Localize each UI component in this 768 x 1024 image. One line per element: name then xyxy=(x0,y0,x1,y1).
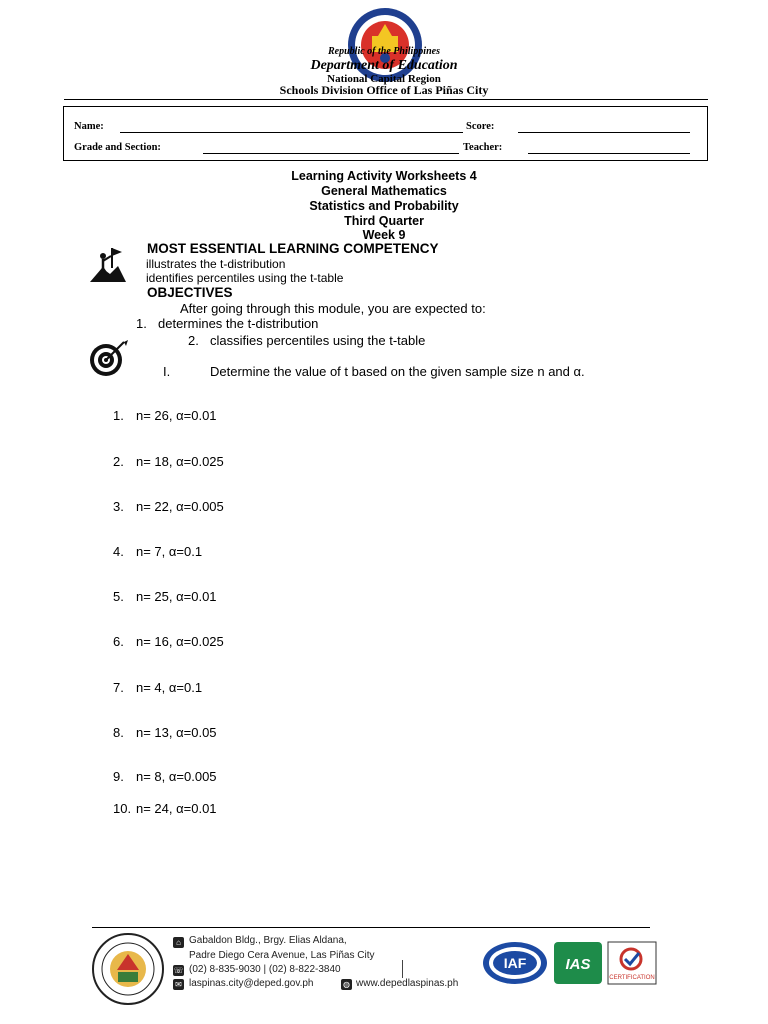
problem-number: 7. xyxy=(113,680,124,695)
cert-badge-text: CERTIFICATION xyxy=(609,975,655,981)
republic-text: Republic of the Philippines xyxy=(328,46,440,57)
website[interactable]: www.depedlaspinas.ph xyxy=(356,978,459,989)
division-text: Schools Division Office of Las Piñas City xyxy=(279,83,489,97)
iaf-badge-text: IAF xyxy=(503,955,527,971)
teacher-label: Teacher: xyxy=(463,142,503,153)
problem-text: n= 22, α=0.005 xyxy=(136,499,224,514)
iaf-badge xyxy=(482,941,548,985)
problem-text: n= 24, α=0.01 xyxy=(136,801,217,816)
objective-item: determines the t-distribution xyxy=(158,316,319,331)
competency-item: identifies percentiles using the t-table xyxy=(146,271,344,285)
ias-badge-text: IAS xyxy=(565,956,591,973)
address-line1: Gabaldon Bldg., Brgy. Elias Aldana, xyxy=(189,935,347,946)
footer-divider xyxy=(92,927,650,928)
name-field[interactable] xyxy=(120,132,463,133)
objective-item: classifies percentiles using the t-table xyxy=(210,333,426,348)
subject-title: General Mathematics xyxy=(321,184,447,198)
problem-text: n= 18, α=0.025 xyxy=(136,454,224,469)
problem-text: n= 13, α=0.05 xyxy=(136,725,217,740)
climber-flag-icon xyxy=(88,244,128,284)
header-divider xyxy=(64,99,708,100)
worksheet-title: Learning Activity Worksheets 4 xyxy=(291,169,477,183)
target-dart-icon xyxy=(88,338,130,378)
grade-section-label: Grade and Section: xyxy=(74,142,161,153)
activity-instruction: Determine the value of t based on the given sample size n and α. xyxy=(210,364,585,379)
phone-icon: ☏ xyxy=(173,966,184,975)
email-address[interactable]: laspinas.city@deped.gov.ph xyxy=(189,978,314,989)
score-field[interactable] xyxy=(518,132,690,133)
department-text: Department of Education xyxy=(310,58,458,73)
objective-num: 2. xyxy=(188,333,199,348)
globe-icon: ◍ xyxy=(341,979,352,990)
problem-text: n= 7, α=0.1 xyxy=(136,544,203,559)
quarter-title: Third Quarter xyxy=(344,214,424,228)
objectives-heading: OBJECTIVES xyxy=(147,285,233,300)
home-icon: ⌂ xyxy=(173,937,184,948)
problem-number: 1. xyxy=(113,408,124,423)
teacher-field[interactable] xyxy=(528,153,690,154)
problem-number: 8. xyxy=(113,725,124,740)
activity-number: I. xyxy=(163,364,171,379)
problem-number: 4. xyxy=(113,544,124,559)
ias-badge xyxy=(553,941,603,985)
competency-item: illustrates the t-distribution xyxy=(146,257,286,271)
objectives-intro: After going through this module, you are expected to: xyxy=(180,301,486,316)
problem-number: 10. xyxy=(113,801,132,816)
score-label: Score: xyxy=(466,121,495,132)
email-icon: ✉ xyxy=(173,979,184,990)
grade-section-field[interactable] xyxy=(203,153,459,154)
problem-number: 3. xyxy=(113,499,124,514)
region-text: National Capital Region xyxy=(327,73,441,85)
problem-text: n= 4, α=0.1 xyxy=(136,680,203,695)
problem-number: 5. xyxy=(113,589,124,604)
division-logo-icon xyxy=(91,932,165,1006)
certification-badge xyxy=(607,941,657,985)
topic-title: Statistics and Probability xyxy=(309,199,459,213)
problem-number: 2. xyxy=(113,454,124,469)
problem-number: 6. xyxy=(113,634,124,649)
competency-heading: MOST ESSENTIAL LEARNING COMPETENCY xyxy=(147,241,439,256)
address-line2: Padre Diego Cera Avenue, Las Piñas City xyxy=(189,950,375,961)
name-label: Name: xyxy=(74,121,104,132)
problem-text: n= 26, α=0.01 xyxy=(136,408,217,423)
problem-text: n= 8, α=0.005 xyxy=(136,769,217,784)
footer-separator xyxy=(402,960,403,978)
phone-numbers: (02) 8-835-9030 | (02) 8-822-3840 xyxy=(189,964,341,975)
objective-num: 1. xyxy=(136,316,147,331)
problem-text: n= 25, α=0.01 xyxy=(136,589,217,604)
week-title: Week 9 xyxy=(362,228,406,242)
problem-number: 9. xyxy=(113,769,124,784)
problem-text: n= 16, α=0.025 xyxy=(136,634,224,649)
